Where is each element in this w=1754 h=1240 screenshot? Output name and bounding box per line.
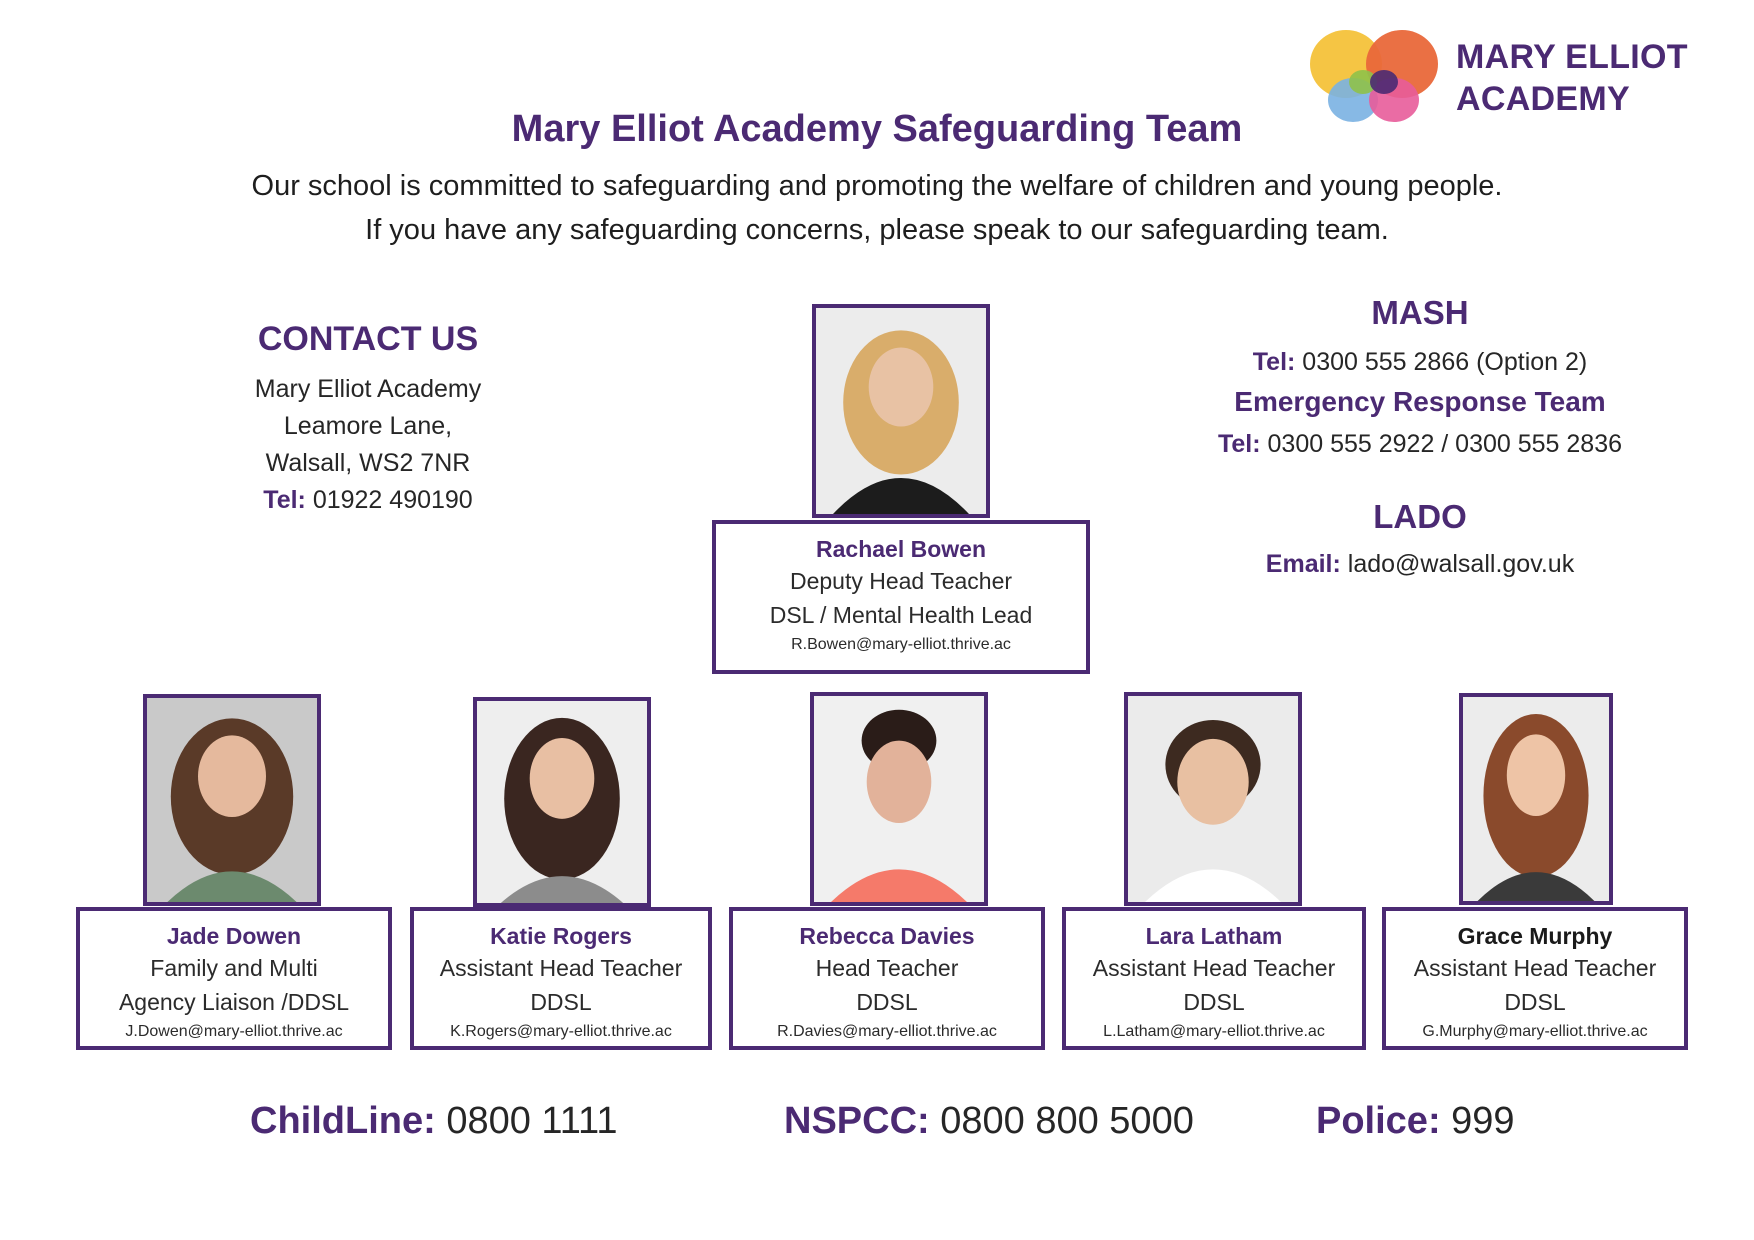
contact-line-3: Walsall, WS2 7NR [265, 449, 471, 477]
lado-heading: LADO [1373, 498, 1467, 535]
member-email[interactable]: J.Dowen@mary-elliot.thrive.ac [125, 1023, 343, 1040]
member-card [1062, 907, 1366, 1050]
member-photo [473, 697, 651, 907]
intro-text [0, 164, 1754, 252]
member-photo [143, 694, 321, 906]
logo-line-1: MARY ELLIOT [1456, 38, 1688, 76]
ert-tel-value: 0300 555 2922 / 0300 555 2836 [1260, 430, 1623, 458]
member-email[interactable]: R.Bowen@mary-elliot.thrive.ac [791, 636, 1011, 653]
member-role: Head Teacher [815, 955, 959, 981]
member-photo [1124, 692, 1302, 906]
lead-photo [812, 304, 990, 518]
portrait-icon [477, 701, 647, 903]
mash-phone[interactable] [1180, 342, 1660, 382]
member-role-secondary: DDSL [1183, 989, 1245, 1015]
portrait-icon [1128, 696, 1298, 902]
hotline-childline[interactable] [250, 1100, 618, 1143]
lado-email-label: Email: [1265, 550, 1341, 578]
portrait-icon [1463, 697, 1609, 901]
member-name: Grace Murphy [1457, 923, 1613, 949]
member-role-secondary: DSL / Mental Health Lead [769, 602, 1033, 628]
portrait-icon [816, 308, 986, 514]
member-card [729, 907, 1045, 1050]
member-role: Assistant Head Teacher [1092, 955, 1336, 981]
member-email[interactable]: R.Davies@mary-elliot.thrive.ac [777, 1023, 997, 1040]
intro-line-1: Our school is committed to safeguarding and promoting the welfare of children and young people. [251, 170, 1503, 202]
page-title: Mary Elliot Academy Safeguarding Team [511, 108, 1243, 150]
member-email[interactable]: K.Rogers@mary-elliot.thrive.ac [450, 1023, 672, 1040]
agencies-section [1180, 294, 1660, 584]
member-role-secondary: DDSL [1504, 989, 1566, 1015]
hotline-number: 0800 1111 [435, 1100, 618, 1142]
tel-label: Tel: [263, 486, 306, 514]
ert-phone[interactable] [1180, 424, 1660, 464]
hotlines-row [0, 1100, 1754, 1150]
member-role-secondary: DDSL [530, 989, 592, 1015]
hotline-label: NSPCC: [784, 1100, 930, 1142]
member-role: Assistant Head Teacher [1413, 955, 1657, 981]
member-name: Katie Rogers [490, 923, 632, 949]
member-role: Family and Multi [150, 955, 318, 981]
ert-tel-label: Tel: [1217, 430, 1261, 458]
mash-heading: MASH [1371, 294, 1469, 331]
member-role: Assistant Head Teacher [439, 955, 683, 981]
lead-card [712, 520, 1090, 674]
hotline-number: 999 [1440, 1100, 1515, 1142]
contact-line-2: Leamore Lane, [283, 412, 453, 440]
contact-phone[interactable] [218, 482, 518, 519]
member-role-secondary: Agency Liaison /DDSL [118, 989, 350, 1015]
lado-email-value: lado@walsall.gov.uk [1340, 550, 1575, 578]
contact-heading: CONTACT US [257, 320, 479, 358]
portrait-icon [814, 696, 984, 902]
mash-tel-value: 0300 555 2866 (Option 2) [1295, 348, 1588, 376]
member-photo [810, 692, 988, 906]
portrait-icon [147, 698, 317, 902]
member-card [410, 907, 712, 1050]
member-role: Deputy Head Teacher [789, 568, 1013, 594]
ert-heading: Emergency Response Team [1234, 386, 1606, 417]
hotline-police[interactable] [1316, 1100, 1515, 1143]
member-photo [1459, 693, 1613, 905]
member-email[interactable]: L.Latham@mary-elliot.thrive.ac [1103, 1023, 1325, 1040]
member-card [76, 907, 392, 1050]
hotline-nspcc[interactable] [784, 1100, 1194, 1143]
member-name: Rachael Bowen [816, 536, 986, 562]
mash-tel-label: Tel: [1252, 348, 1296, 376]
hotline-label: ChildLine: [250, 1100, 436, 1142]
member-name: Lara Latham [1145, 923, 1283, 949]
member-name: Rebecca Davies [799, 923, 975, 949]
member-role-secondary: DDSL [856, 989, 918, 1015]
intro-line-2: If you have any safeguarding concerns, please speak to our safeguarding team. [365, 214, 1389, 246]
contact-line-1: Mary Elliot Academy [254, 375, 482, 403]
tel-value: 01922 490190 [305, 486, 473, 514]
member-email[interactable]: G.Murphy@mary-elliot.thrive.ac [1422, 1023, 1648, 1040]
member-name: Jade Dowen [166, 923, 302, 949]
lado-email[interactable] [1180, 544, 1660, 584]
hotline-label: Police: [1316, 1100, 1441, 1142]
member-card [1382, 907, 1688, 1050]
contact-section [218, 320, 518, 519]
logo-line-2: ACADEMY [1456, 80, 1630, 118]
hotline-number: 0800 800 5000 [929, 1100, 1194, 1142]
